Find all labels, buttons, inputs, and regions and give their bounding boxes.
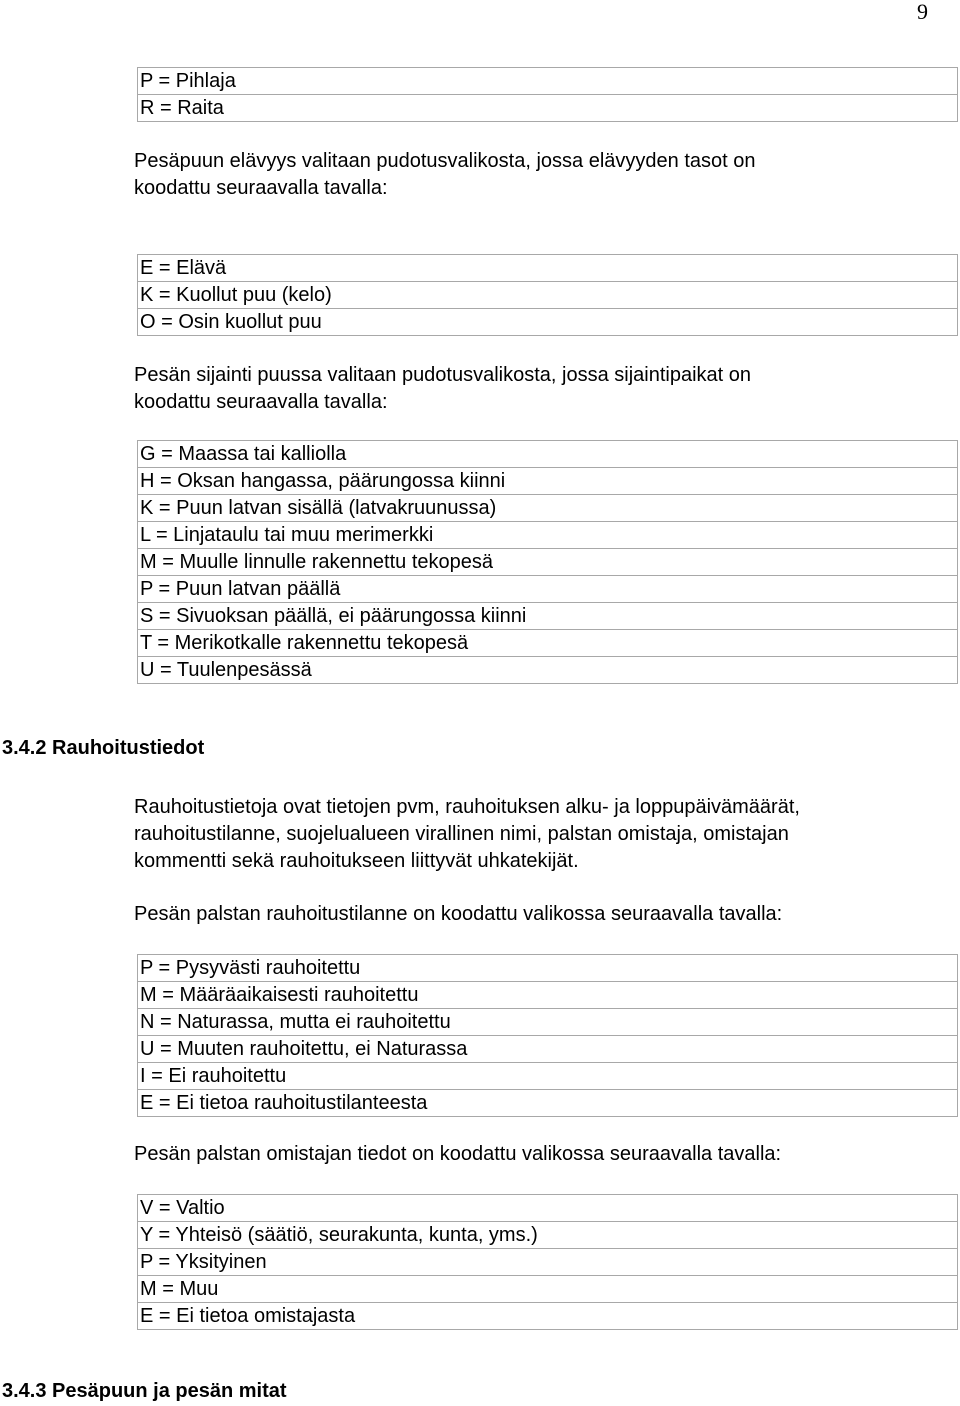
table-row — [138, 1249, 958, 1276]
text-line: Rauhoitustietoja ovat tietojen pvm, rauhoituksen alku- ja loppupäivämäärät, — [134, 796, 800, 818]
text-line: Pesäpuun elävyys valitaan pudotusvalikosta, jossa elävyyden tasot on — [134, 150, 756, 172]
section-heading-342: 3.4.2 Rauhoitustiedot — [2, 737, 205, 759]
text-line: koodattu seuraavalla tavalla: — [134, 391, 388, 413]
code-cell: T = Merikotkalle rakennettu tekopesä — [138, 630, 958, 657]
protection-code-table — [137, 954, 958, 1117]
table-row — [138, 1009, 958, 1036]
table-row — [138, 603, 958, 630]
text-line: koodattu seuraavalla tavalla: — [134, 177, 388, 199]
code-cell: P = Puun latvan päällä — [138, 576, 958, 603]
table-row — [138, 468, 958, 495]
code-cell: I = Ei rauhoitettu — [138, 1063, 958, 1090]
table-row — [138, 282, 958, 309]
code-cell: Y = Yhteisö (säätiö, seurakunta, kunta, yms.) — [138, 1222, 958, 1249]
code-cell: O = Osin kuollut puu — [138, 309, 958, 336]
code-cell: G = Maassa tai kalliolla — [138, 441, 958, 468]
text-line: rauhoitustilanne, suojelualueen virallinen nimi, palstan omistaja, omistajan — [134, 823, 789, 845]
code-cell: R = Raita — [138, 95, 958, 122]
table-row — [138, 441, 958, 468]
table-row — [138, 1303, 958, 1330]
code-cell: K = Puun latvan sisällä (latvakruunussa) — [138, 495, 958, 522]
code-cell: H = Oksan hangassa, päärungossa kiinni — [138, 468, 958, 495]
page-number: 9 — [917, 0, 928, 24]
code-cell: E = Ei tietoa omistajasta — [138, 1303, 958, 1330]
text-line: Pesän sijainti puussa valitaan pudotusvalikosta, jossa sijaintipaikat on — [134, 364, 752, 386]
code-cell: M = Muu — [138, 1276, 958, 1303]
code-cell: P = Yksityinen — [138, 1249, 958, 1276]
table-row — [138, 1090, 958, 1117]
table-row — [138, 1276, 958, 1303]
section-heading-343: 3.4.3 Pesäpuun ja pesän mitat — [2, 1380, 287, 1402]
table-row — [138, 95, 958, 122]
table-row — [138, 549, 958, 576]
table-row — [138, 255, 958, 282]
code-cell: N = Naturassa, mutta ei rauhoitettu — [138, 1009, 958, 1036]
table-row — [138, 495, 958, 522]
table-row — [138, 955, 958, 982]
code-cell: M = Määräaikaisesti rauhoitettu — [138, 982, 958, 1009]
table-row — [138, 657, 958, 684]
table-row — [138, 630, 958, 657]
location-intro — [134, 362, 751, 416]
table-row — [138, 576, 958, 603]
code-cell: P = Pihlaja — [138, 68, 958, 95]
table-row — [138, 1036, 958, 1063]
code-cell: V = Valtio — [138, 1195, 958, 1222]
vitality-intro — [134, 148, 756, 202]
table-row — [138, 522, 958, 549]
code-cell: E = Elävä — [138, 255, 958, 282]
text-line: kommentti sekä rauhoitukseen liittyvät uhkatekijät. — [134, 850, 579, 872]
code-cell: U = Tuulenpesässä — [138, 657, 958, 684]
location-code-table — [137, 440, 958, 684]
code-cell: L = Linjataulu tai muu merimerkki — [138, 522, 958, 549]
code-cell: M = Muulle linnulle rakennettu tekopesä — [138, 549, 958, 576]
code-cell: E = Ei tietoa rauhoitustilanteesta — [138, 1090, 958, 1117]
owner-code-table — [137, 1194, 958, 1330]
table-row — [138, 309, 958, 336]
table-row — [138, 982, 958, 1009]
tree-species-code-table — [137, 67, 958, 122]
code-cell: P = Pysyvästi rauhoitettu — [138, 955, 958, 982]
table-row — [138, 68, 958, 95]
code-cell: U = Muuten rauhoitettu, ei Naturassa — [138, 1036, 958, 1063]
table-row — [138, 1195, 958, 1222]
vitality-code-table — [137, 254, 958, 336]
protection-info-intro — [134, 794, 800, 875]
table-row — [138, 1222, 958, 1249]
table-row — [138, 1063, 958, 1090]
protection-status-intro: Pesän palstan rauhoitustilanne on koodattu valikossa seuraavalla tavalla: — [134, 903, 783, 925]
code-cell: S = Sivuoksan päällä, ei päärungossa kiinni — [138, 603, 958, 630]
owner-intro: Pesän palstan omistajan tiedot on koodattu valikossa seuraavalla tavalla: — [134, 1143, 782, 1165]
code-cell: K = Kuollut puu (kelo) — [138, 282, 958, 309]
